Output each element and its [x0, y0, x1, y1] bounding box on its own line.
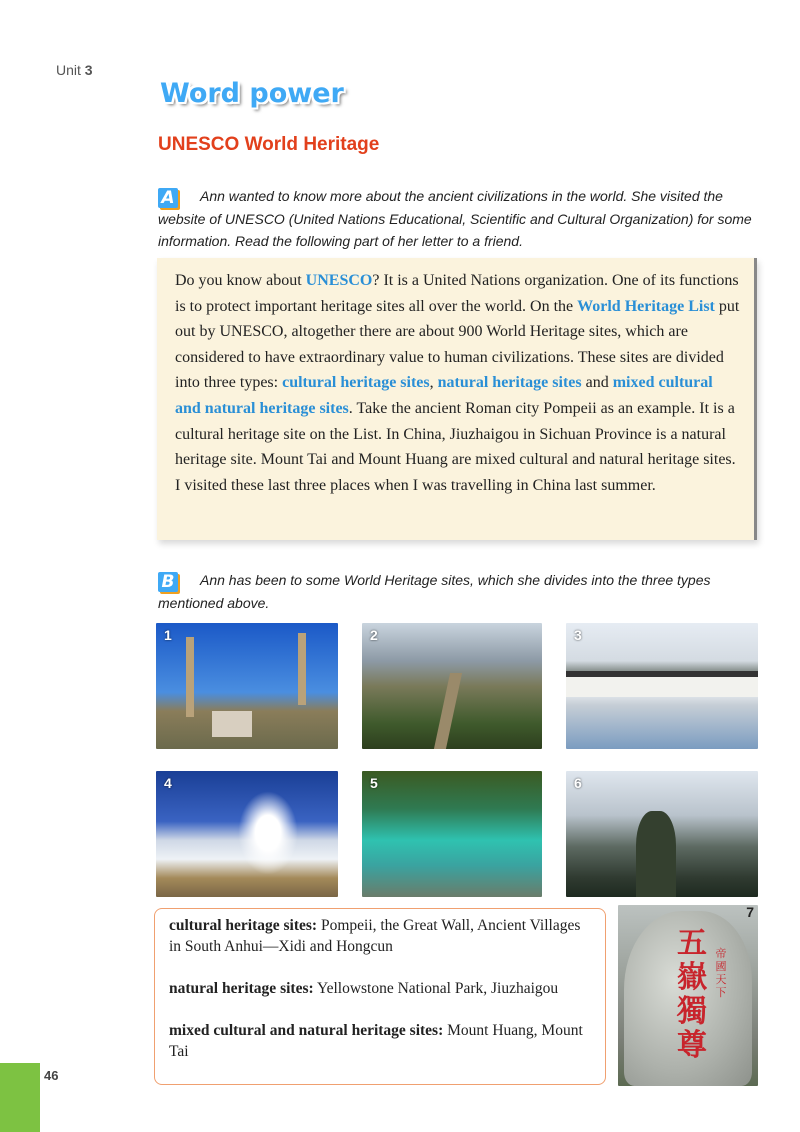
- highlight-natural-sites: natural heritage sites: [437, 374, 582, 392]
- ruin-block: [212, 711, 252, 737]
- unit-label: [56, 62, 93, 78]
- photo-number: 1: [164, 627, 172, 643]
- photo-number: 3: [574, 627, 582, 643]
- page-number: 46: [44, 1068, 59, 1083]
- photo-number: 4: [164, 775, 172, 791]
- letter-excerpt: [157, 258, 757, 540]
- highlight-world-heritage-list: World Heritage List: [577, 297, 715, 315]
- instruction-a-text: Ann wanted to know more about the ancient civilizations in the world. She visited the website of UNESCO (United Nations Educational, Scientific and Cultural Organization) for some information. Read the following part of her letter to a friend.: [158, 188, 752, 249]
- answer-cultural: [169, 915, 593, 957]
- letter-text: and: [581, 374, 613, 392]
- photo-great-wall: [362, 623, 542, 749]
- photo-pompeii: [156, 623, 338, 749]
- highlight-mixed-sites: mixed cultural and natural heritage sites: [175, 374, 713, 417]
- photo-yellowstone-geyser: [156, 771, 338, 897]
- letter-text: ,: [429, 374, 438, 392]
- photo-number: 5: [370, 775, 378, 791]
- geyser-steam: [238, 791, 298, 875]
- unit-number: 3: [84, 62, 93, 78]
- answer-value: Yellowstone National Park, Jiuzhaigou: [313, 980, 559, 997]
- instruction-b-text: Ann has been to some World Heritage sites, which she divides into the three types mentioned above.: [158, 572, 711, 611]
- highlight-cultural-sites: cultural heritage sites: [282, 374, 430, 392]
- letter-text: Do you know about: [175, 272, 306, 289]
- section-a-badge: A: [158, 188, 178, 208]
- section-subtitle: UNESCO World Heritage: [158, 134, 380, 155]
- letter-text: ? It is a United Nations organization. One of its functions is to protect important heritage sites all over the world. On the: [175, 272, 739, 315]
- page-number-bar: [0, 1063, 40, 1132]
- photo-number: 6: [574, 775, 582, 791]
- answer-box: [154, 908, 606, 1085]
- answer-value: Mount Huang, Mount Tai: [169, 1022, 583, 1060]
- answer-label: cultural heritage sites:: [169, 917, 318, 934]
- column-shape: [186, 637, 194, 717]
- rock-inscription: 五嶽獨尊: [677, 926, 707, 1063]
- instruction-a: [158, 185, 768, 252]
- answer-label: natural heritage sites:: [169, 980, 314, 997]
- wall-shape: [434, 673, 462, 749]
- photo-jiuzhaigou-lake: [362, 771, 542, 897]
- highlight-unesco: UNESCO: [305, 272, 373, 289]
- answer-value: Pompeii, the Great Wall, Ancient Villages in South Anhui—Xidi and Hongcun: [169, 917, 581, 955]
- rock-side-inscription: 帝國天下: [715, 947, 727, 999]
- village-houses: [566, 671, 758, 697]
- letter-text: put out by UNESCO, altogether there are about 900 World Heritage sites, which are considered to have extraordinary value to human civilizations. These sites are divided into three types:: [175, 297, 740, 392]
- page-title: Word power: [160, 78, 344, 109]
- unit-word: Unit: [56, 62, 81, 78]
- section-b-badge: B: [158, 572, 178, 592]
- letter-text: . Take the ancient Roman city Pompeii as an example. It is a cultural heritage site on the List. In China, Jiuzhaigou in Sichuan Province is a natural heritage site. Mount Tai and Mount Huang are mixed cultural and natural heritage sites. I visited these last three places when I was travelling in China last summer.: [175, 399, 736, 494]
- photo-mount-huang: [566, 771, 758, 897]
- photo-number: 7: [746, 905, 754, 920]
- photo-number: 2: [370, 627, 378, 643]
- instruction-b: [158, 569, 768, 614]
- answer-mixed: [169, 1020, 593, 1062]
- mountain-peak: [636, 811, 676, 897]
- photo-hongcun-village: [566, 623, 758, 749]
- column-shape: [298, 633, 306, 705]
- answer-natural: [169, 978, 593, 999]
- answer-label: mixed cultural and natural heritage sites:: [169, 1022, 444, 1039]
- photo-mount-tai-rock: [618, 905, 758, 1086]
